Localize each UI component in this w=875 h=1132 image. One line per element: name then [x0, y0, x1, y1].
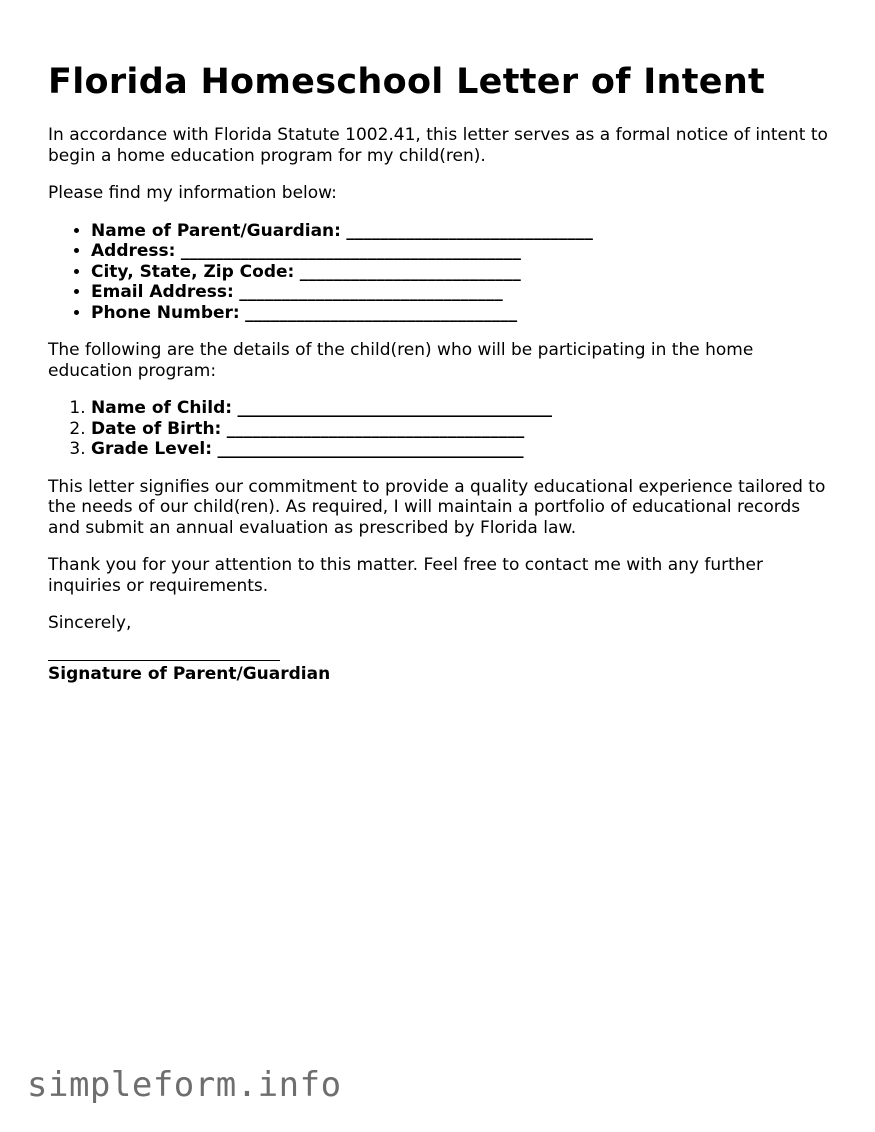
email-blank[interactable]: _______________________________ — [239, 282, 503, 302]
page-title: Florida Homeschool Letter of Intent — [48, 62, 766, 102]
field-label: Name of Child: — [91, 398, 233, 418]
field-label: Address: — [91, 241, 176, 261]
thanks-paragraph: Thank you for your attention to this matter. Feel free to contact me with any further inquiries or requirements. — [48, 555, 763, 596]
grade-level-blank[interactable]: ____________________________________ — [217, 439, 524, 459]
child-info-list — [48, 398, 828, 460]
child-name-blank[interactable]: _____________________________________ — [237, 398, 552, 418]
intro-paragraph: In accordance with Florida Statute 1002.41, this letter serves as a formal notice of intent to begin a home education program for my child(ren). — [48, 125, 828, 166]
field-label: Phone Number: — [91, 302, 240, 323]
signature-label: Signature of Parent/Guardian — [48, 663, 331, 684]
signature-line[interactable] — [48, 660, 280, 661]
info-prompt: Please find my information below: — [48, 183, 337, 203]
parent-info-list — [48, 221, 828, 324]
city-state-zip-blank[interactable]: __________________________ — [299, 261, 521, 282]
address-item[interactable] — [91, 241, 828, 262]
date-of-birth-blank[interactable]: ___________________________________ — [226, 418, 525, 439]
field-label: Date of Birth: — [91, 418, 222, 439]
commitment-paragraph: This letter signifies our commitment to provide a quality educational experience tailored to the needs of our child(ren). As required, I will maintain a portfolio of educational records and submit an annual evaluation as prescribed by Florida law. — [48, 476, 826, 538]
field-label: Name of Parent/Guardian: — [91, 220, 341, 241]
field-label: City, State, Zip Code: — [91, 261, 295, 282]
phone-blank[interactable]: ________________________________ — [245, 302, 518, 323]
field-label: Email Address: — [91, 282, 234, 302]
grade-level-item[interactable] — [91, 439, 828, 460]
watermark: simpleform.info — [27, 1065, 342, 1105]
address-blank[interactable]: ________________________________________ — [180, 241, 521, 261]
email-item[interactable] — [91, 282, 828, 303]
parent-name-blank[interactable]: _____________________________ — [346, 220, 593, 241]
letter-body — [48, 58, 828, 684]
city-state-zip-item[interactable] — [91, 262, 828, 283]
date-of-birth-item[interactable] — [91, 419, 828, 440]
phone-item[interactable] — [91, 303, 828, 324]
parent-name-item[interactable] — [91, 221, 828, 242]
child-name-item[interactable] — [91, 398, 828, 419]
field-label: Grade Level: — [91, 439, 213, 459]
children-prompt: The following are the details of the child(ren) who will be participating in the home education program: — [48, 340, 754, 381]
closing: Sincerely, — [48, 613, 132, 633]
